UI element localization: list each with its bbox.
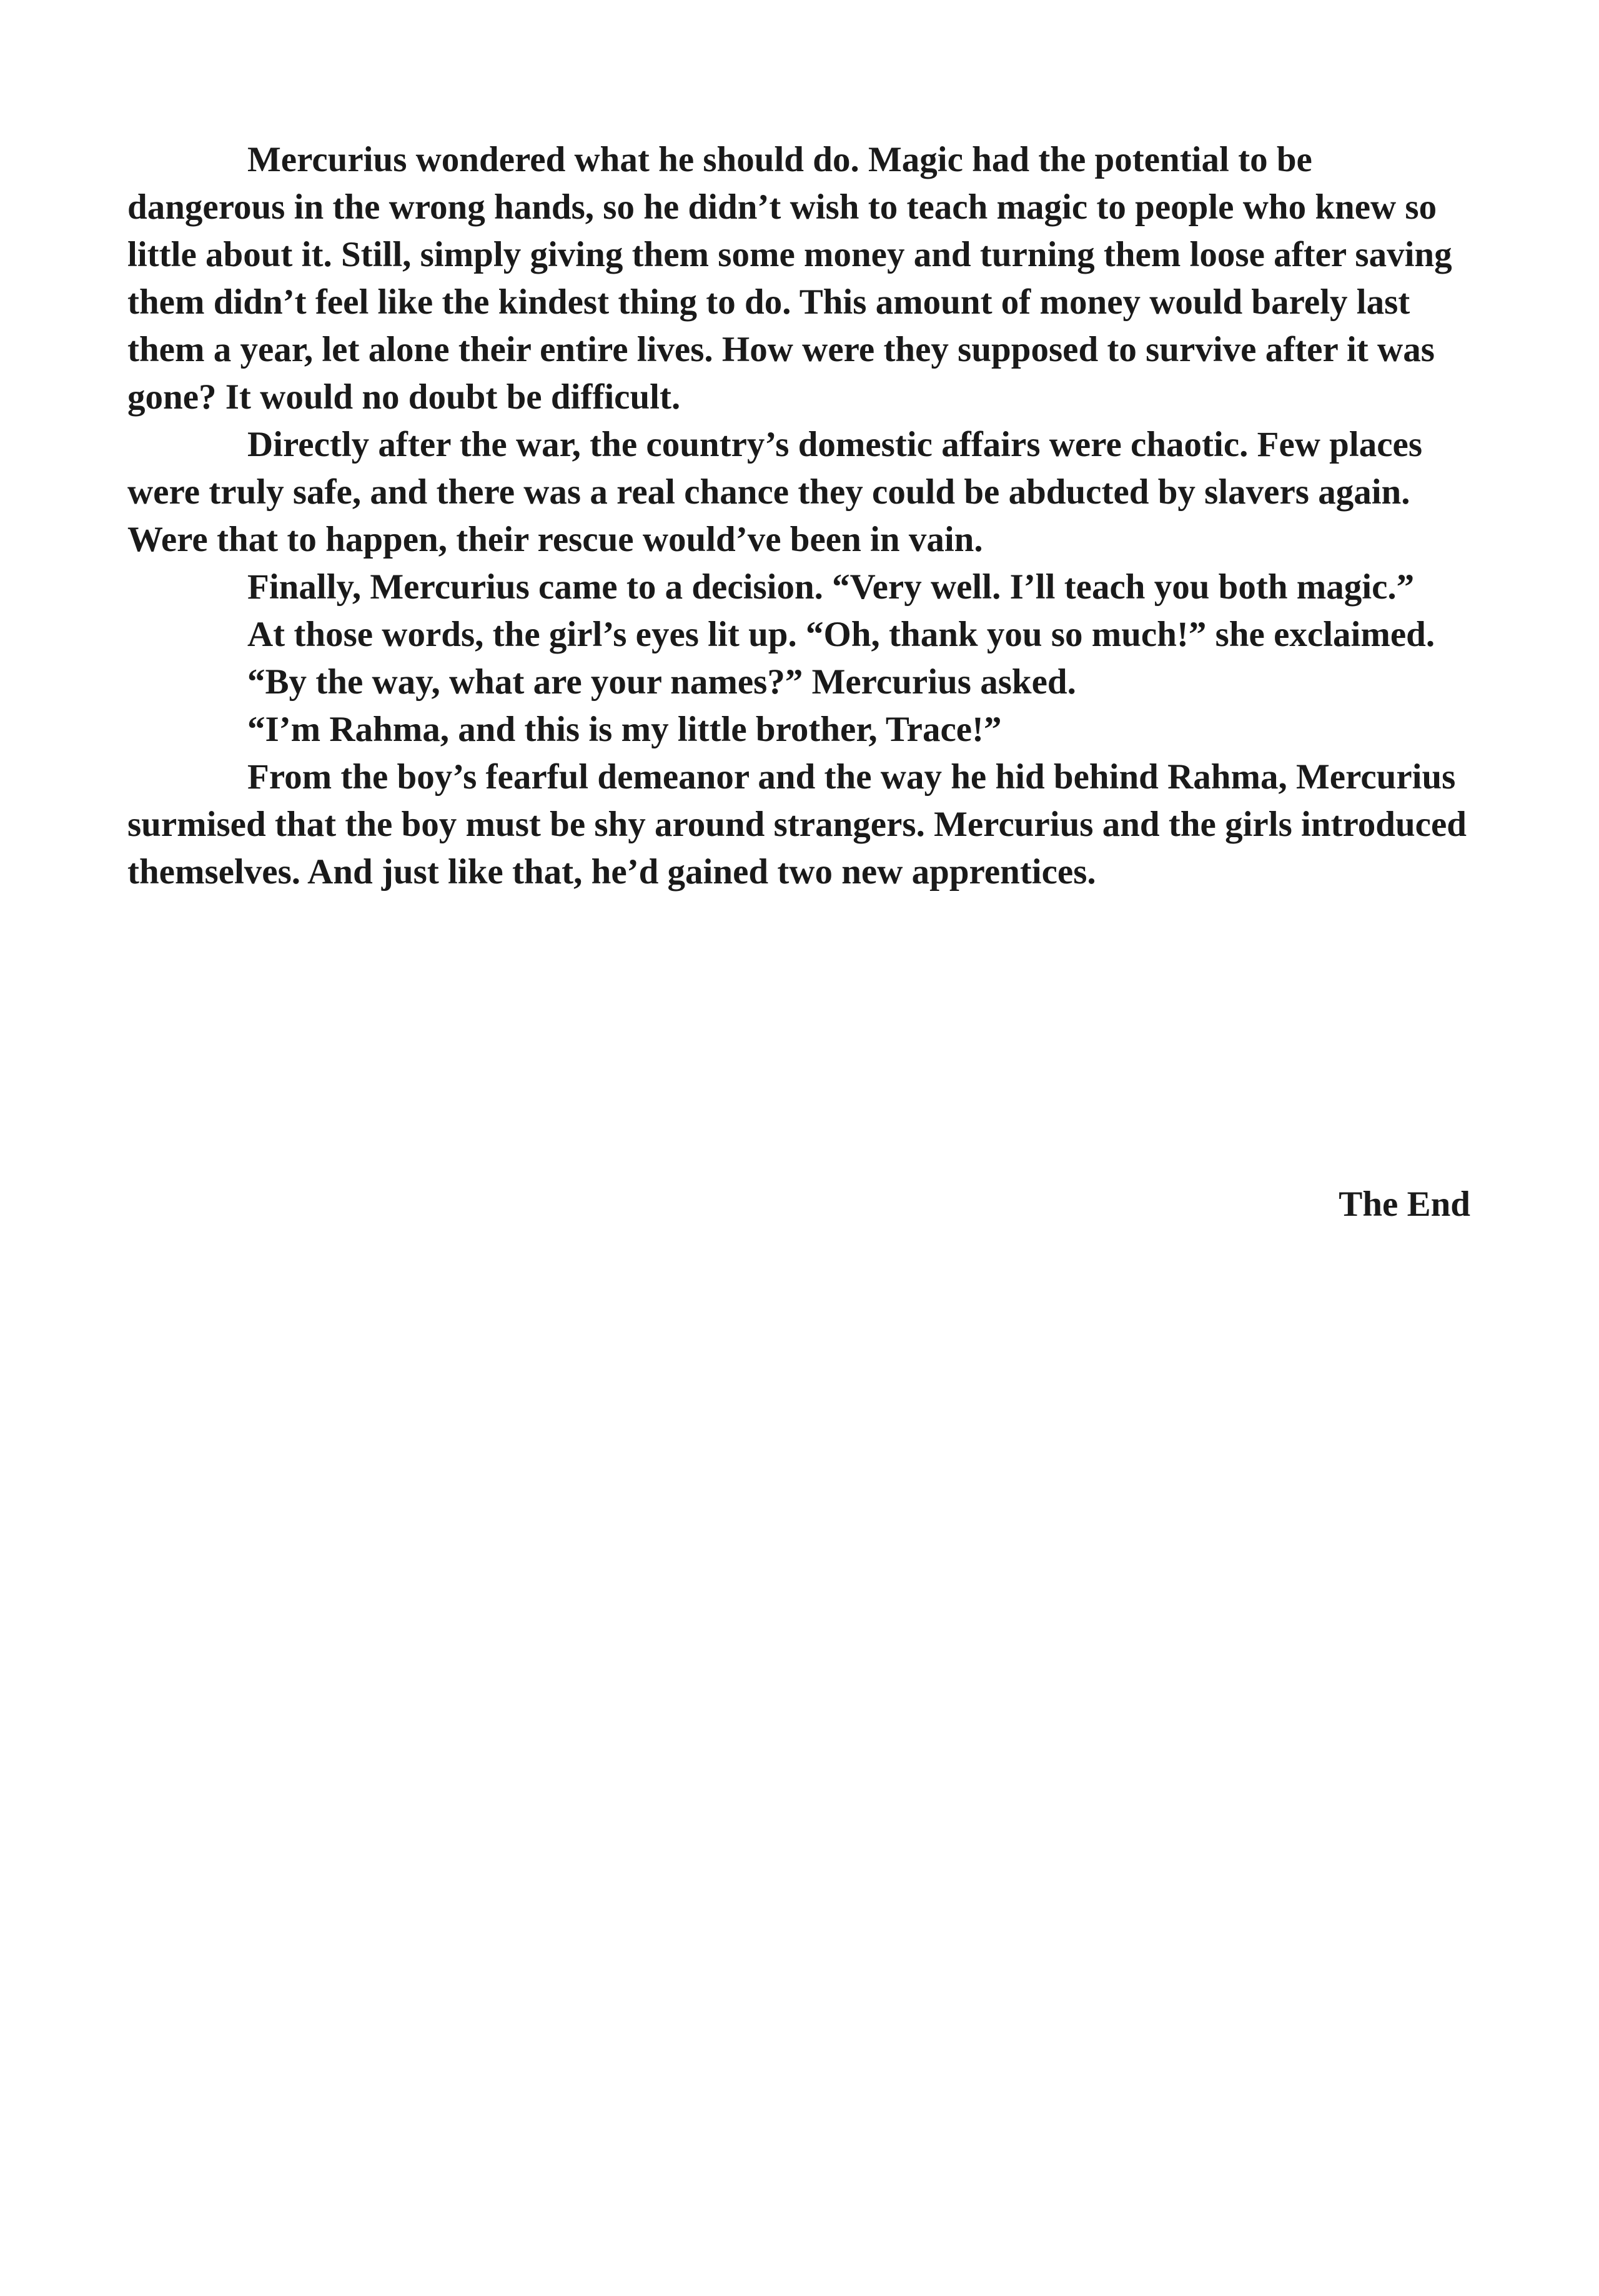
paragraph: Mercurius wondered what he should do. Magic had the potential to be dangerous in the wrong hands, so he didn’t wish to teach magic to people who knew so little about it. Still, simply giving them some money and turning them loose after saving them didn’t feel like the kindest thing to do. This amount of money would barely last them a year, let alone their entire lives. How were they supposed to survive after it was gone? It would no doubt be difficult. [127,140,1452,417]
paragraph: “I’m Rahma, and this is my little brother, Trace!” [247,710,1002,749]
story-text [127,136,1470,896]
paragraph: At those words, the girl’s eyes lit up. “Oh, thank you so much!” she exclaimed. [247,615,1435,654]
the-end-label: The End [1339,1185,1470,1224]
paragraph: Finally, Mercurius came to a decision. “Very well. I’ll teach you both magic.” [247,567,1415,607]
paragraph: Directly after the war, the country’s domestic affairs were chaotic. Few places were truly safe, and there was a real chance they could be abducted by slavers again. Were that to happen, their rescue would’ve been in vain. [127,425,1422,559]
paragraph: “By the way, what are your names?” Mercurius asked. [247,662,1076,702]
paragraph: From the boy’s fearful demeanor and the way he hid behind Rahma, Mercurius surmised that the boy must be shy around strangers. Mercurius and the girls introduced themselves. And just like that, he’d gained two new apprentices. [127,757,1467,892]
